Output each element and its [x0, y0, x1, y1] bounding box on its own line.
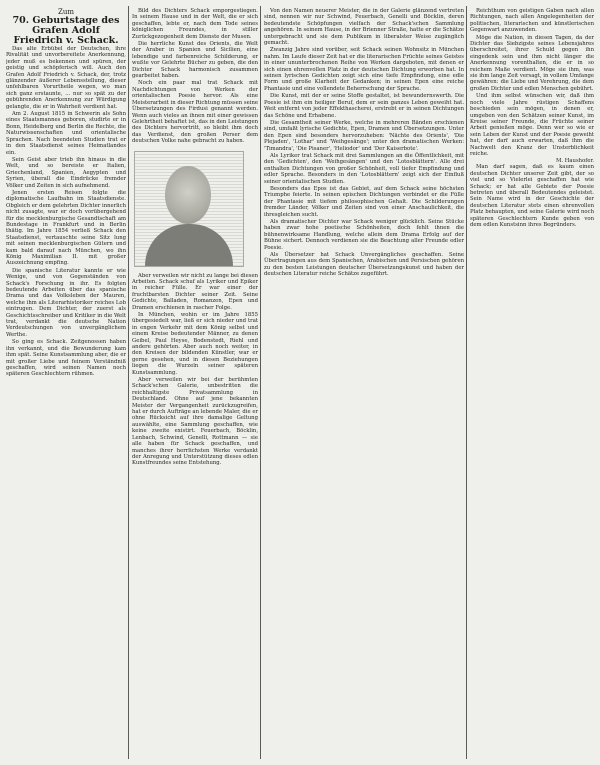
paragraph: Als Lyriker trat Schack mit drei Sammlungen an die Öffentlichkeit, mit den 'Gedichten', den 'Weihgesängen' und den 'Lotosblättern'. Alle drei enthalten Dichtungen von großer Schönheit, voll tiefer Empfindung und edler Sprache. Besonders in den 'Lotosblättern' zeigt sich der Einfluß seiner orientalischen Studien.	[264, 152, 464, 185]
author-signature: M. Haushofer.	[555, 158, 594, 165]
portrait-engraving	[134, 151, 244, 267]
paragraph: Zwanzig Jahre sind vorüber, seit Schack seinen Wohnsitz in München nahm. Im Laufe dieser Zeit hat er die literarischen Früchte seines Geistes in einer ununterbrochenen Reihe von Werken dargeboten, mit denen er sich einen ehrenvollen Platz in der deutschen Dichtung erworben hat. In seinen lyrischen Gedichten zeigt sich eine tiefe Empfindung, eine edle Form und große Klarheit der Gedanken; in seinen Epen eine reiche Phantasie und eine vollendete Beherrschung der Sprache.	[264, 47, 464, 92]
paragraph: Das alte Erbübel der Deutschen, ihre Rivalität und unvorbereitete Anerkennung, jeder muß es bekennen und spüren, der geistig und schöpferisch will. Auch den Grafen Adolf Friedrich v. Schack, der, trotz glänzender äußerer Lebensstellung, dieser unfehlbaren Vorurtheile wegen, wo man sich ganz erstaunte, ... nur so spät zu der gebührenden Anerkennung zur Würdigung gelangte, die er in Wahrheit verdient hat.	[6, 46, 126, 110]
paragraph: Am 2. August 1815 in Schwerin als Sohn eines Staatsmannes geboren, studirte er in Bonn, Heidelberg und Berlin die Rechte, die Naturwissenschaften und orientalische Sprachen. Nach beendeten Studien trat er in den Staatsdienst seines Heimatlandes ein.	[6, 111, 126, 156]
portrait-shoulders	[145, 224, 233, 266]
paragraph: Besonders das Epos ist das Gebiet, auf dem Schack seine höchsten Triumphe feierte. In seinen epischen Dichtungen verbindet er die Fülle der Phantasie mit tiefem philosophischen Gehalt. Die Schilderungen fremder Länder, Völker und Zeiten sind von einer Anschaulichkeit, die ihresgleichen sucht.	[264, 185, 464, 218]
column-1	[6, 8, 126, 761]
paragraph: Die Gesamtheit seiner Werke, welche in mehreren Bänden erschienen sind, umfaßt lyrische Gedichte, Epen, Dramen und Übersetzungen. Unter den Epen sind besonders hervorzuheben: 'Nächte des Orients', 'Die Plejaden', 'Lothar' und 'Weihgesänge'; unter den dramatischen Werken: 'Timandra', 'Die Pisaner', 'Heliodor' und 'Der Kaiserbote'.	[264, 119, 464, 152]
paragraph: Noch ein paar mal trat Schack mit Nachdichtungen von Werken der orientalischen Poesie hervor. Als eine Meisterarbeit in dieser Richtung müssen seine Übersetzungen des Firdusi genannt werden. Wenn auch vieles an ihnen mit einer gewissen Gelehrtheit behaftet ist, das in den Leistungen des Dichters hervortritt, so bleibt ihm doch das Verdienst, den großen Perser dem deutschen Volke nahe gebracht zu haben.	[132, 80, 258, 145]
paragraph: In München, wohin er im Jahre 1855 übergesiedelt war, ließ er sich nieder und trat in engen Verkehr mit dem König selbst und einem Kreise bedeutender Männer, zu denen Geibel, Paul Heyse, Bodenstedt, Riehl und andere gehörten. Aber auch noch weiter, in den Kreisen der bildenden Künstler, war er gerne gesehen, und in diesen Beziehungen liegen die Wurzeln seiner späteren Kunstsammlung.	[132, 311, 258, 376]
column-3	[264, 8, 464, 761]
column-rule	[128, 6, 129, 759]
portrait-illustration	[132, 149, 258, 269]
paragraph: Möge die Nation, in diesen Tagen, da der Dichter das Siebzigste seines Lebensjahres überschreitet, ihrer Schuld gegen ihn eingedenk sein und ihm nicht länger die Anerkennung vorenthalten, die er in so reichem Maße verdient. Möge sie ihm, was sie ihm lange Zeit versagt, in vollem Umfange gewähren: die Liebe und Verehrung, die dem großen Dichter und edlen Menschen gebührt.	[470, 34, 594, 92]
column-4	[470, 8, 594, 761]
paragraph: Man darf sagen, daß es kaum einen deutschen Dichter unserer Zeit gibt, der so viel und so Vielerlei geschaffen hat wie Schack; er hat alle Gebiete der Poesie betreten und überall Bedeutendes geleistet. Sein Name wird in der Geschichte der deutschen Literatur stets einen ehrenvollen Platz behaupten, und seine Galerie wird noch späteren Geschlechtern Kunde geben von dem edlen Kunstsinn ihres Begründers.	[470, 164, 594, 228]
paragraph: Aber verweilen wir nicht zu lange bei diesen Arbeiten. Schack schuf als Lyriker und Epiker in reicher Fülle. Er war einer der fruchtbarsten Dichter seiner Zeit. Seine Gedichte, Balladen, Romanzen, Epen und Dramen erschienen in rascher Folge.	[132, 272, 258, 311]
paragraph: Als Übersetzer hat Schack Unvergängliches geschaffen. Seine Übertragungen aus dem Spanischen, Arabischen und Persischen gehören zu den besten Leistungen deutscher Übersetzungskunst und haben der deutschen Literatur reiche Schätze zugeführt.	[264, 252, 464, 278]
paragraph: Von den Namen neuerer Meister, die in der Galerie glänzend vertreten sind, nennen wir nur Schwind, Feuerbach, Genelli und Böcklin, deren bedeutendste Schöpfungen vielfach der Schack'schen Sammlung angehören. In seinem Hause, in der Brienner Straße, hatte er die Schätze untergebracht und sie dem Publikum in liberalster Weise zugänglich gemacht.	[264, 8, 464, 47]
column-2	[132, 8, 258, 761]
paragraph: Die herrliche Kunst des Orients, die Welt der Araber in Spanien und Sicilien, eine lebendige und farbenreiche Schilderung, er wußte vor Gelehrte Bücher zu geben, die den Dichter Schack harmonisch zusammen gearbeitet haben.	[132, 41, 258, 80]
paragraph: Sein Geist aber trieb ihn hinaus in die Welt, und so bereiste er Italien, Griechenland, Spanien, Aegypten und Syrien, überall die Eindrücke fremder Völker und Zeiten in sich aufnehmend.	[6, 156, 126, 189]
paragraph: Jenen ersten Reisen folgte die diplomatische Laufbahn im Staatsdienste. Obgleich er dem gelehrten Dichter innerlich nicht zusagte, war er doch vorübergehend für die mecklenburgische Gesandtschaft am Bundestage in Frankfurt und in Berlin thätig. Im Jahre 1854 verließ Schack den Staatsdienst, vertauschte seine Sitz lung mit seinen mecklenburgischen Gütern und kam bald darauf nach München, wo ihn König Maximilian II. mit großer Auszeichnung empfing.	[6, 189, 126, 267]
article-title: 70. Geburtstage des Grafen Adolf Friedrich v. Schack.	[12, 15, 120, 46]
paragraph: Die spanische Literatur kannte er wie Wenige, und von Gegenständen von Schack's Forschung in ihr. Es folgten bedeutende Arbeiten über das spanische Drama und das Volksleben der Mauren, welche ihm als Literarhistoriker reiches Lob eintrugen. Dem Dichter, der zuerst als Geschichtsschreiber und Kritiker in die Welt trat, verdankt die deutsche Nation Verdeutschungen von unvergänglichem Werthe.	[6, 267, 126, 338]
paragraph: Die Kunst, mit der er seine Stoffe gestaltet, ist bewundernswerth. Die Poesie ist ihm ein heiliger Beruf, dem er sein ganzes Leben geweiht hat. Weit entfernt von jeder Effekthascherei, erstrebt er in seinen Dichtungen das Schöne und Erhabene.	[264, 93, 464, 119]
paragraph: Und ihm selbst wünschen wir, daß ihm noch viele Jahre rüstigen Schaffens beschieden sein mögen, in denen er, umgeben von den Schätzen seiner Kunst, im Kreise seiner Freunde, die Früchte seiner Arbeit genießen möge. Denn wer so wie er sein Leben der Kunst und der Poesie geweiht hat, der darf auch erwarten, daß ihm die Nachwelt den Kranz der Unsterblichkeit reiche.	[470, 93, 594, 157]
paragraph: Bild des Dichters Schack emporgestiegen. In seinem Hause und in der Welt, die er sich geschaffen, lebte er, nach dem Tode seines königlichen Freundes, in stiller Zurückgezogenheit dem Dienste der Musen.	[132, 8, 258, 40]
paragraph: So ging es Schack. Zeitgenossen haben ihn verkannt, und die Bewunderung kam ihm spät. Seine Kunstsammlung aber, die er mit großer Liebe und feinem Verständniß geschaffen, wird seinen Namen noch späteren Geschlechtern rühmen.	[6, 339, 126, 378]
column-rule	[260, 6, 261, 759]
paragraph: Reichthum von geistigen Gaben nach allen Richtungen, nach allen Angelegenheiten der politischen, literarischen und künstlerischen Gegenwart anzuwenden.	[470, 8, 594, 34]
heading-pre: Zum	[57, 8, 74, 16]
paragraph: Als dramatischer Dichter war Schack weniger glücklich. Seine Stücke haben zwar hohe poetische Schönheiten, doch fehlt ihnen die bühnenwirksame Handlung, welche allein dem Drama Erfolg auf der Bühne sichert. Dennoch verdienen sie die Beachtung aller Freunde edler Poesie.	[264, 219, 464, 251]
column-rule	[466, 6, 467, 759]
paragraph: Aber verweilen wir bei der berühmten Schack'schen Galerie, unbestritten die reichhaltigste Privatsammlung in Deutschland. Ohne auf jene bekannten Meister der Vergangenheit zurückzugreifen, hat er durch Aufträge an lebende Maler, die er ohne Rücksicht auf ihre damalige Geltung auswählte, eine Sammlung geschaffen, wie keine zweite existirt. Feuerbach, Böcklin, Lenbach, Schwind, Genelli, Rottmann — sie alle haben für Schack geschaffen, und manches ihrer herrlichsten Werke verdankt der Anregung und Unterstützung dieses edlen Kunstfreundes seine Entstehung.	[132, 377, 258, 467]
portrait-face	[165, 166, 211, 224]
